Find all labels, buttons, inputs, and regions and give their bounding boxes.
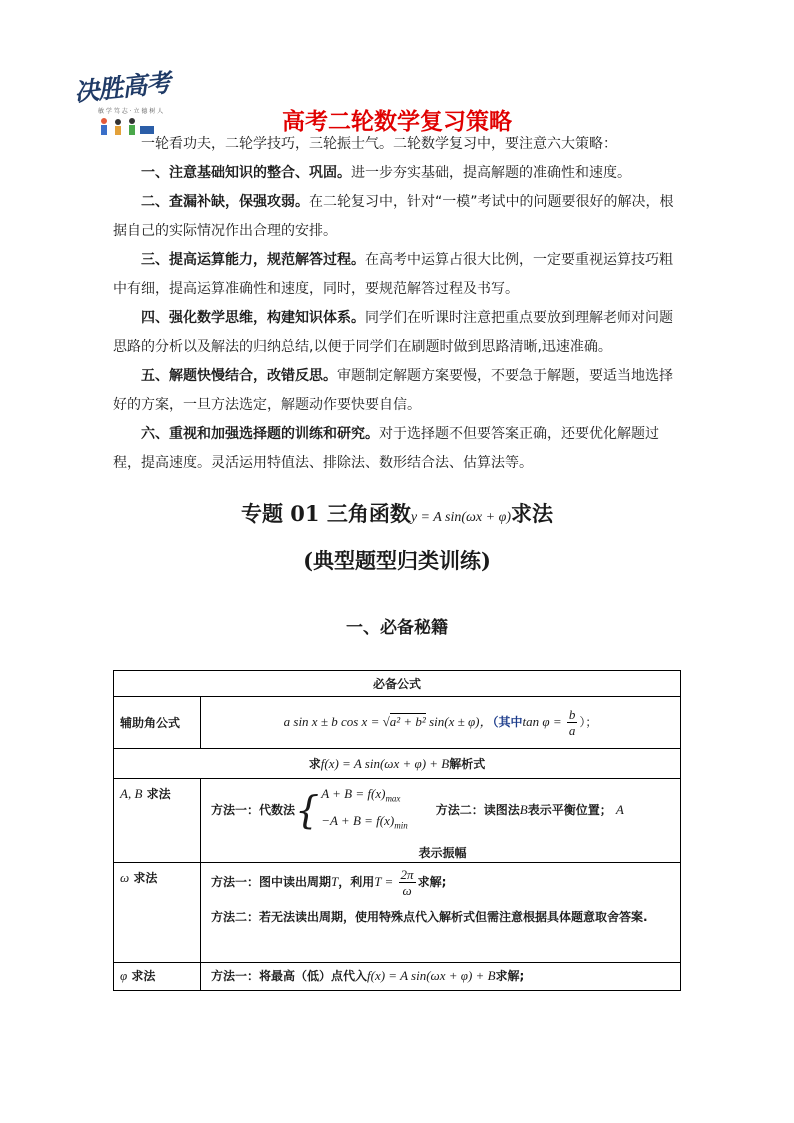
aux-where: （其中 bbox=[492, 715, 523, 729]
strategy-4-text: 同学们在听课时注意把重点要放到理解老师对问题思路的分析以及解法的归纳总结,以便于同学们在刷题时做到思路清晰,迅速准确。 bbox=[113, 310, 673, 355]
row-label-ab-math: A, B bbox=[120, 786, 143, 801]
table-row-phi bbox=[114, 963, 681, 991]
row-label-omega bbox=[114, 863, 201, 963]
topic-heading-math: y = A sin(ωx + φ) bbox=[410, 510, 512, 525]
strategy-6-lead: 六、重视和加强选择题的训练和研究。 bbox=[141, 426, 379, 442]
logo-slogan: 敏 学 笃 志 · 立 德 树 人 bbox=[98, 108, 164, 115]
omega-fraction: $\frac{2\pi}{\omega}$ bbox=[400, 867, 414, 898]
table-header: 必备公式 bbox=[114, 671, 681, 697]
formula-table bbox=[113, 670, 681, 991]
strategy-6 bbox=[113, 420, 681, 478]
row-label-ab bbox=[114, 779, 201, 863]
strategy-4-lead: 四、强化数学思维，构建知识体系。 bbox=[141, 310, 365, 326]
ab-eq2: $-A + B = f(x)_{min}$ bbox=[321, 812, 408, 831]
row-label-phi bbox=[114, 963, 201, 991]
ab-method2: 方法二：读图法B表示平衡位置； A bbox=[435, 802, 624, 818]
strategy-1-text: 进一步夯实基础，提高解题的准确性和速度。 bbox=[351, 165, 631, 181]
intro-paragraph: 一轮看功夫，二轮学技巧，三轮振士气。二轮数学复习中，要注意六大策略： bbox=[141, 136, 617, 152]
row-content-auxiliary-angle bbox=[201, 697, 681, 749]
strategy-1-lead: 一、注意基础知识的整合、巩固。 bbox=[141, 165, 351, 181]
strategy-2-text: 在二轮复习中，针对“一模”考试中的问题要很好的解决，根据自己的实际情况作出合理的安排。 bbox=[113, 194, 674, 239]
aux-fraction-den: a bbox=[568, 723, 576, 738]
strategy-3-text: 在高考中运算占很大比例，一定要重视运算技巧粗中有细，提高运算准确性和速度，同时，要规范解答过程及书写。 bbox=[113, 252, 673, 297]
page-title: 高考二轮数学复习策略 bbox=[282, 109, 512, 135]
table-row-auxiliary-angle bbox=[114, 697, 681, 749]
subheader-suffix: 解析式 bbox=[449, 757, 486, 771]
omega-method2: 方法二：若无法读出周期，使用特殊点代入解析式但需注意根据具体题意取舍答案. bbox=[211, 910, 648, 924]
subheader-prefix: 求 bbox=[308, 757, 321, 771]
subheader-math: f(x) = A sin(ωx + φ) + B bbox=[320, 756, 450, 771]
topic-heading bbox=[0, 498, 794, 528]
aux-tan: tan φ = bbox=[522, 714, 565, 729]
strategy-1 bbox=[113, 159, 681, 188]
table-row-omega bbox=[114, 863, 681, 963]
strategy-5 bbox=[113, 362, 681, 420]
strategy-5-text: 审题制定解题方案要慢，不要急于解题，要适当地选择好的方案，一旦方法选定，解题动作要快要自信。 bbox=[113, 368, 673, 413]
row-label-ab-text: 求法 bbox=[146, 787, 171, 801]
omega-method1: 方法一：图中读出周期T，利用T = $\frac{2\pi}{\omega}$ 求解; bbox=[211, 867, 447, 898]
aux-formula-rhs: sin(x ± φ)， bbox=[425, 714, 493, 729]
aux-fraction-num: b bbox=[568, 707, 576, 722]
strategy-4 bbox=[113, 304, 681, 362]
strategy-2-lead: 二、查漏补缺，保强攻弱。 bbox=[141, 194, 309, 210]
strategy-5-lead: 五、解题快慢结合，改错反思。 bbox=[141, 368, 337, 384]
aux-formula-sqrt-expr: a² + b² bbox=[389, 714, 426, 729]
row-label-phi-text: 求法 bbox=[131, 969, 156, 983]
strategy-3-lead: 三、提高运算能力，规范解答过程。 bbox=[141, 252, 365, 268]
strategy-2 bbox=[113, 188, 681, 246]
ab-system: { $A + B = f(x)_{max}$ $-A + B = f(x)_{min}$ bbox=[295, 783, 408, 836]
aux-fraction bbox=[567, 707, 578, 738]
logo-text: 决胜高考 bbox=[72, 68, 172, 107]
table-row-ab bbox=[114, 779, 681, 863]
row-content-omega bbox=[201, 863, 681, 963]
row-label-phi-math: φ bbox=[120, 968, 128, 983]
aux-formula-lhs: a sin x ± b cos x = bbox=[283, 714, 383, 729]
strategy-6-text: 对于选择题不但要答案正确，还要优化解题过程，提高速度。灵活运用特值法、排除法、数形结合法、估算法等。 bbox=[113, 426, 659, 471]
strategy-3 bbox=[113, 246, 681, 304]
row-label-auxiliary-angle: 辅助角公式 bbox=[114, 697, 201, 749]
topic-subheading: (典型题型归类训练) bbox=[303, 548, 491, 573]
section-heading: 一、必备秘籍 bbox=[346, 618, 448, 638]
table-subheader bbox=[114, 749, 681, 779]
aux-close: ）； bbox=[579, 715, 598, 729]
ab-method2-end: 表示振幅 bbox=[418, 846, 467, 861]
row-content-phi: 方法一：将最高（低）点代入f(x) = A sin(ωx + φ) + B求解; bbox=[201, 963, 681, 991]
row-label-omega-text: 求法 bbox=[133, 871, 158, 885]
row-label-omega-math: ω bbox=[120, 870, 130, 885]
aux-formula-sqrt: √a² + b² bbox=[382, 714, 426, 729]
row-content-ab bbox=[201, 779, 681, 863]
topic-heading-prefix: 专题 01 三角函数 bbox=[240, 501, 411, 526]
ab-eq1: $A + B = f(x)_{max}$ bbox=[321, 786, 401, 804]
topic-heading-suffix: 求法 bbox=[511, 501, 554, 526]
ab-method1-label: 方法一：代数法 bbox=[211, 803, 296, 818]
